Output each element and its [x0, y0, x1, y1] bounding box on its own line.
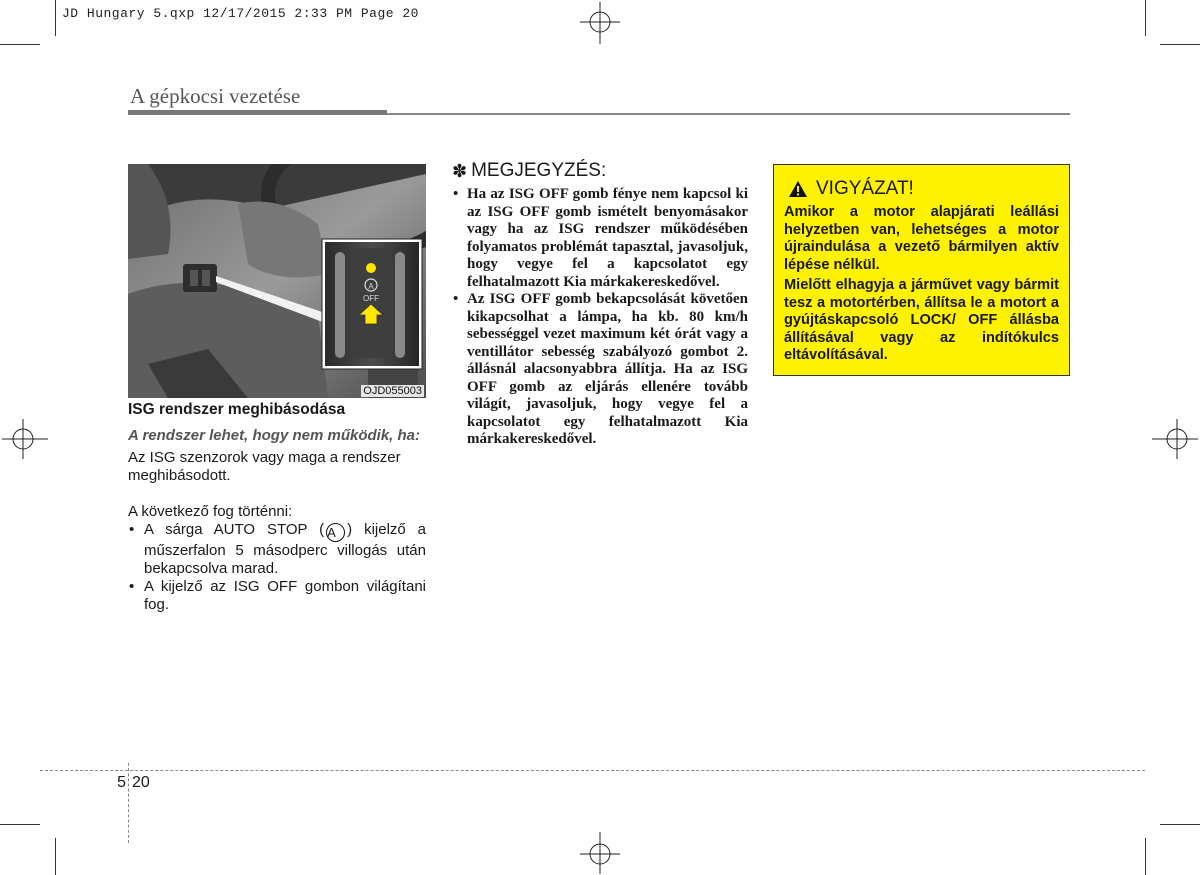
page-number — [114, 774, 150, 792]
consequence-list — [128, 521, 426, 614]
chapter-number: 5 — [117, 774, 126, 791]
registration-mark-bottom — [575, 832, 625, 874]
list-item: • Ha az ISG OFF gomb fénye nem kapcsol ki az ISG OFF gomb ismételt benyomásakor vagy ha az ISG rendszer működésében folyamatos problémát tapasztal, javasoljuk, hogy vegye fel a kapcsolatot egy felhatalmazott Kia márkakereskedővel. — [452, 186, 748, 291]
title-rule-line — [387, 113, 1070, 115]
list-item: • Az ISG OFF gomb bekapcsolását követően kikapcsolhat a lámpa, ha kb. 80 km/h sebességgel vezet maximum két órát vagy a ventillátor sebesség szabályozó gombot 2. állásnál alacsonyabbra állítja. Ha az ISG OFF gomb az eljárás ellenére tovább világít, javasoljuk, hogy vegye fel a kapcsolatot egy felhatalmazott Kia márkakereskedővel. — [452, 291, 748, 449]
list-item: • A kijelző az ISG OFF gombon világítani fog. — [128, 578, 426, 614]
dashboard-photo — [128, 164, 426, 398]
button-a-label: A — [368, 282, 374, 291]
title-rule — [128, 110, 387, 115]
warning-para: Mielőtt elhagyja a járművet vagy bármit tesz a motortérben, állítsa le a motort a gyújtáskapcsoló LOCK/ OFF állásba állításával vagy az indítókulcs eltávolításával. — [784, 277, 1059, 363]
registration-mark-left — [2, 414, 48, 464]
figure-caption: OJD055003 — [363, 385, 422, 397]
asterisk-icon: ✽ — [452, 160, 468, 181]
isg-failure-heading: ISG rendszer meghibásodása — [128, 401, 346, 418]
warning-heading — [788, 178, 1059, 200]
note-title: MEGJEGYZÉS: — [471, 160, 607, 181]
button-off-label: OFF — [363, 294, 379, 303]
list-item: • A sárga AUTO STOP ( A ) kijelző a műszerfalon 5 másodperc villogás után bekapcsolva marad. — [128, 521, 426, 578]
consequence-intro: A következő fog történni: — [128, 503, 293, 520]
isg-failure-para: Az ISG szenzorok vagy maga a rendszer meghibásodott. — [128, 449, 401, 484]
warning-para: Amikor a motor alapjárati leállási helyzetben van, lehetséges a motor újraindulása a vezető bármilyen aktív lépése nélkül. — [784, 204, 1059, 273]
dashboard-illustration — [128, 164, 426, 398]
left-column — [128, 401, 426, 614]
note-section — [452, 160, 748, 449]
footer-rule — [40, 770, 1145, 771]
registration-mark-right — [1152, 414, 1198, 464]
note-heading — [452, 160, 748, 182]
warning-title: VIGYÁZAT! — [816, 178, 914, 199]
section-title: A gépkocsi vezetése — [130, 84, 301, 108]
registration-mark-top — [575, 2, 625, 44]
note-list — [452, 186, 748, 449]
warning-box — [773, 164, 1070, 376]
warning-triangle-icon — [788, 180, 808, 198]
slug-line: JD Hungary 5.qxp 12/17/2015 2:33 PM Page 20 — [62, 6, 419, 21]
auto-stop-icon: A — [326, 523, 345, 542]
isg-failure-subheading: A rendszer lehet, hogy nem működik, ha: — [128, 427, 421, 444]
page-number-value: 20 — [132, 774, 150, 791]
